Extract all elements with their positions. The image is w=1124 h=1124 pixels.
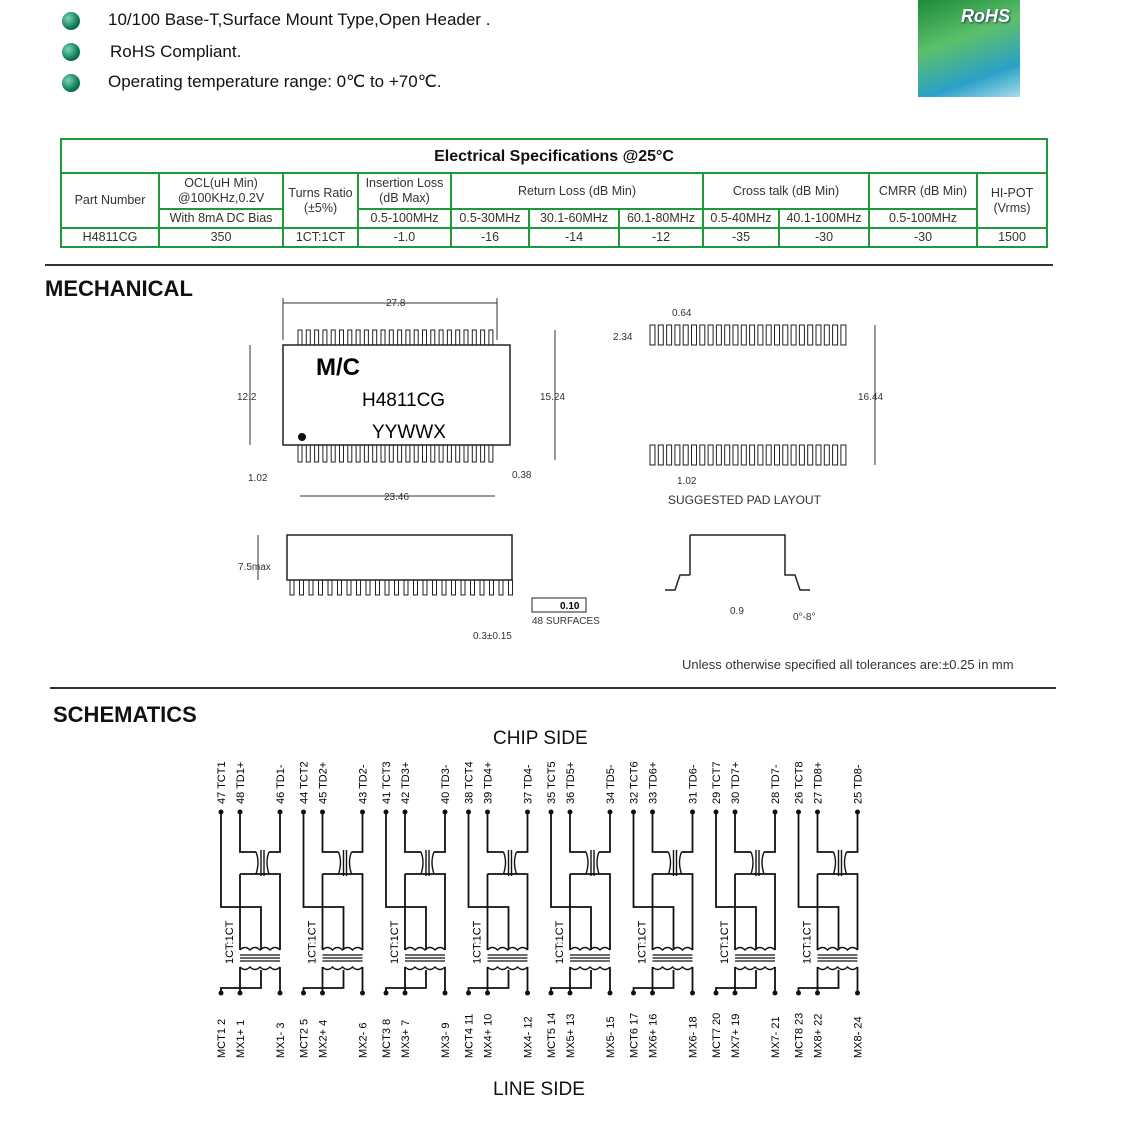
pin [456,445,460,462]
pin [406,445,410,462]
pin [447,330,451,345]
channel [711,761,782,1058]
pad [816,445,821,465]
pin [373,330,377,345]
cell: 1500 [977,228,1047,247]
rohs-logo-text: RoHS [961,6,1010,26]
ratio-label: 1CT:1CT [801,920,814,964]
pin-label-top: 25 TD8- [852,764,865,804]
pad [750,445,755,465]
header-ocl: OCL(uH Min) @100KHz,0.2V [159,173,283,209]
pin [489,330,493,345]
pin [348,445,352,462]
pin-label-bottom: MX4- 12 [522,1016,535,1058]
pin [319,580,323,595]
pin [364,445,368,462]
pin-label-top: 47 TCT1 [216,761,228,804]
bullet-icon [62,12,80,30]
pin [300,580,304,595]
pad [750,325,755,345]
coplanarity-value: 0.10 [560,601,580,612]
pin [331,445,335,462]
header-rl-sub: 60.1-80MHz [619,209,703,228]
pad [841,445,846,465]
pad [783,445,788,465]
logo-text: M/C [316,354,360,381]
pin-label-bottom: MCT8 23 [793,1012,806,1058]
pin [472,445,476,462]
pad [708,325,713,345]
pin [290,580,294,595]
header-turns: Turns Ratio (±5%) [283,173,358,228]
dim-pad-span: 16.44 [858,392,884,403]
pin-label-top: 44 TCT2 [298,761,311,804]
pin [456,330,460,345]
pin-label-bottom: MX6- 18 [687,1016,700,1058]
table-row [61,228,1047,247]
pad [833,325,838,345]
end-view-drawing [665,535,815,623]
pin-label-top: 31 TD6- [687,764,700,804]
pin [481,330,485,345]
pin [461,580,465,595]
pad [650,445,655,465]
pin-label-bottom: MCT4 11 [463,1013,476,1058]
cell: H4811CG [61,228,159,247]
pin-label-top: 33 TD6+ [647,761,660,804]
pin [348,330,352,345]
pin-label-bottom: MCT6 17 [628,1012,641,1058]
pin [431,330,435,345]
pad [824,325,829,345]
header-ocl-sub: With 8mA DC Bias [159,209,283,228]
pad [692,445,697,465]
channel [794,761,865,1058]
pin [480,580,484,595]
pin-label-bottom: MX8- 24 [852,1016,865,1058]
tolerance-note: Unless otherwise specified all tolerances are:±0.25 in mm [682,657,1014,672]
pin [340,445,344,462]
pin [338,580,342,595]
pin [439,330,443,345]
pin [433,580,437,595]
pad [725,325,730,345]
pin [347,580,351,595]
header-rl: Return Loss (dB Min) [451,173,703,209]
cell: -30 [869,228,977,247]
pin [489,445,493,462]
pin [414,580,418,595]
pad [716,445,721,465]
pin-label-top: 27 TD8+ [812,761,825,804]
pad [675,325,680,345]
dim-pin-span: 23.46 [384,492,410,503]
pin [340,330,344,345]
pin [509,580,513,595]
feature-text: Operating temperature range: 0℃ to +70℃. [108,72,442,91]
pin [376,580,380,595]
pin [481,445,485,462]
pad [766,325,771,345]
pin-label-top: 46 TD1- [275,764,287,804]
pad-layout-drawing [613,308,883,507]
cell: -1.0 [358,228,451,247]
pad [824,445,829,465]
pin [298,330,302,345]
pin-label-bottom: MX3+ 7 [400,1019,412,1058]
pad [741,325,746,345]
date-code: YYWWX [372,422,446,443]
pin-label-bottom: MCT7 20 [711,1012,723,1058]
channel [464,761,535,1058]
channel [381,761,452,1058]
pin [381,330,385,345]
schematic-diagram [0,750,1124,1070]
ratio-label: 1CT:1CT [306,920,319,964]
pin [472,330,476,345]
dim-height: 7.5max [238,562,271,573]
pin [464,330,468,345]
cell: 1CT:1CT [283,228,358,247]
pin-label-bottom: MCT3 8 [381,1018,393,1058]
pad [841,325,846,345]
pin [381,445,385,462]
pin [398,445,402,462]
pin [364,330,368,345]
ratio-label: 1CT:1CT [224,920,236,964]
cell: -12 [619,228,703,247]
header-hipot: HI-POT (Vrms) [977,173,1047,228]
rohs-logo [918,0,1020,97]
pin [499,580,503,595]
dim-pitch: 1.02 [248,473,268,484]
surfaces-label: 48 SURFACES [532,616,600,627]
header-rl-sub: 30.1-60MHz [529,209,619,228]
pin-label-bottom: MX1+ 1 [235,1019,247,1058]
pad [716,325,721,345]
pad-layout-caption: SUGGESTED PAD LAYOUT [668,493,821,507]
pin-label-top: 45 TD2+ [317,761,330,804]
pin [323,330,327,345]
pin-label-top: 42 TD3+ [400,761,412,804]
pin [404,580,408,595]
dim-standoff: 0.3±0.15 [473,631,512,642]
pin-label-top: 38 TCT4 [463,761,476,804]
pad [692,325,697,345]
pad [766,445,771,465]
pad [816,325,821,345]
pin-label-top: 28 TD7- [770,764,782,804]
pad [708,445,713,465]
header-rl-sub: 0.5-30MHz [451,209,529,228]
cell: -30 [779,228,869,247]
mechanical-heading: MECHANICAL [45,276,193,301]
dim-pad-pitch: 1.02 [677,476,697,487]
pad [775,325,780,345]
mechanical-drawings [0,290,1124,650]
pad [799,445,804,465]
pin [306,330,310,345]
pad [658,445,663,465]
channel [299,761,370,1058]
pad [799,325,804,345]
pin-label-bottom: MX5- 15 [605,1016,617,1058]
feature-text: RoHS Compliant. [110,42,242,61]
divider [50,687,1056,689]
pin [423,580,427,595]
pin-label-top: 40 TD3- [440,764,452,804]
pin-label-top: 41 TCT3 [381,761,393,804]
pad [667,325,672,345]
dim-foot: 0.9 [730,606,744,617]
ratio-label: 1CT:1CT [389,920,401,964]
pad [650,325,655,345]
pin [464,445,468,462]
pad [783,325,788,345]
ratio-label: 1CT:1CT [636,920,649,964]
pin [315,330,319,345]
pin [357,580,361,595]
pin-label-top: 36 TD5+ [565,761,577,804]
channel [216,761,287,1058]
pin [414,445,418,462]
ratio-label: 1CT:1CT [554,920,566,964]
pin [423,445,427,462]
pad [675,445,680,465]
header-ct-sub: 40.1-100MHz [779,209,869,228]
pin-label-bottom: MX8+ 22 [812,1013,825,1058]
schematics-heading: SCHEMATICS [53,702,197,727]
part-marking: H4811CG [362,390,446,411]
pin-label-top: 26 TCT8 [793,761,806,804]
pin [395,580,399,595]
pin-label-bottom: MX4+ 10 [482,1013,495,1058]
pin [331,330,335,345]
pin [385,580,389,595]
pad [741,445,746,465]
pad [758,325,763,345]
pin-label-top: 43 TD2- [357,764,370,804]
pin-label-bottom: MCT1 2 [216,1018,228,1058]
pin [471,580,475,595]
pin-label-bottom: MX7+ 19 [730,1013,742,1058]
pin [452,580,456,595]
pin-label-top: 32 TCT6 [628,761,641,804]
cell: -16 [451,228,529,247]
pin-label-bottom: MCT2 5 [298,1018,311,1058]
pin [414,330,418,345]
cell: -35 [703,228,779,247]
pin [442,580,446,595]
cell: -14 [529,228,619,247]
dim-lead: 0.38 [512,470,532,481]
pin [315,445,319,462]
bullet-icon [62,74,80,92]
pin [356,330,360,345]
dim-pad-width: 0.64 [672,308,692,319]
pin [439,445,443,462]
pad [683,325,688,345]
pin-label-bottom: MX3- 9 [440,1022,452,1058]
bullet-icon [62,43,80,61]
pin [323,445,327,462]
pad [658,325,663,345]
pad [700,445,705,465]
cell: 350 [159,228,283,247]
pin [306,445,310,462]
pin-label-bottom: MX6+ 16 [647,1013,660,1058]
pad [733,325,738,345]
pin-label-bottom: MX2- 6 [357,1022,370,1058]
pad [683,445,688,465]
ratio-label: 1CT:1CT [719,920,731,964]
dim-angle: 0°-8° [793,612,816,623]
pin-label-top: 39 TD4+ [482,761,495,804]
dim-width: 12.2 [237,392,257,403]
chip-side-label: CHIP SIDE [493,728,588,749]
pin [328,580,332,595]
pin [389,445,393,462]
pin-label-bottom: MX7- 21 [770,1016,782,1058]
pad [758,445,763,465]
header-il-sub: 0.5-100MHz [358,209,451,228]
pin [373,445,377,462]
pin-label-top: 34 TD5- [605,764,617,804]
header-ct: Cross talk (dB Min) [703,173,869,209]
pad [808,445,813,465]
pin [423,330,427,345]
channel [546,761,617,1058]
pin-label-top: 35 TCT5 [546,761,558,804]
pad [700,325,705,345]
pin [389,330,393,345]
dim-pad-height: 2.34 [613,332,633,343]
pin-label-top: 37 TD4- [522,764,535,804]
pad [725,445,730,465]
pin [490,580,494,595]
ratio-label: 1CT:1CT [471,920,484,964]
pin-label-bottom: MX2+ 4 [317,1019,330,1058]
dim-length: 27.8 [386,298,406,309]
line-side-label: LINE SIDE [493,1079,585,1100]
header-cmrr-sub: 0.5-100MHz [869,209,977,228]
pin-label-bottom: MX1- 3 [275,1022,287,1058]
pad [791,325,796,345]
pin-label-bottom: MX5+ 13 [565,1013,577,1058]
pin [298,445,302,462]
header-cmrr: CMRR (dB Min) [869,173,977,209]
top-view-drawing [237,298,565,503]
pin [398,330,402,345]
pin [356,445,360,462]
pad [833,445,838,465]
pin-label-bottom: MCT5 14 [546,1012,558,1058]
pad [733,445,738,465]
pin [406,330,410,345]
electrical-spec-table [60,138,1048,248]
pin [309,580,313,595]
channel [629,761,700,1058]
pad [808,325,813,345]
header-part: Part Number [61,173,159,228]
pin-label-top: 29 TCT7 [711,761,723,804]
pad [667,445,672,465]
feature-text: 10/100 Base-T,Surface Mount Type,Open Header . [108,10,491,29]
pin [366,580,370,595]
header-il: Insertion Loss (dB Max) [358,173,451,209]
side-view-drawing [238,535,600,642]
pin-label-top: 30 TD7+ [730,761,742,804]
pin-label-top: 48 TD1+ [235,761,247,804]
divider [45,264,1053,266]
pad [775,445,780,465]
pin [447,445,451,462]
pad [791,445,796,465]
pin [431,445,435,462]
table-title: Electrical Specifications @25°C [61,139,1047,173]
header-ct-sub: 0.5-40MHz [703,209,779,228]
dim-span: 15.24 [540,392,566,403]
